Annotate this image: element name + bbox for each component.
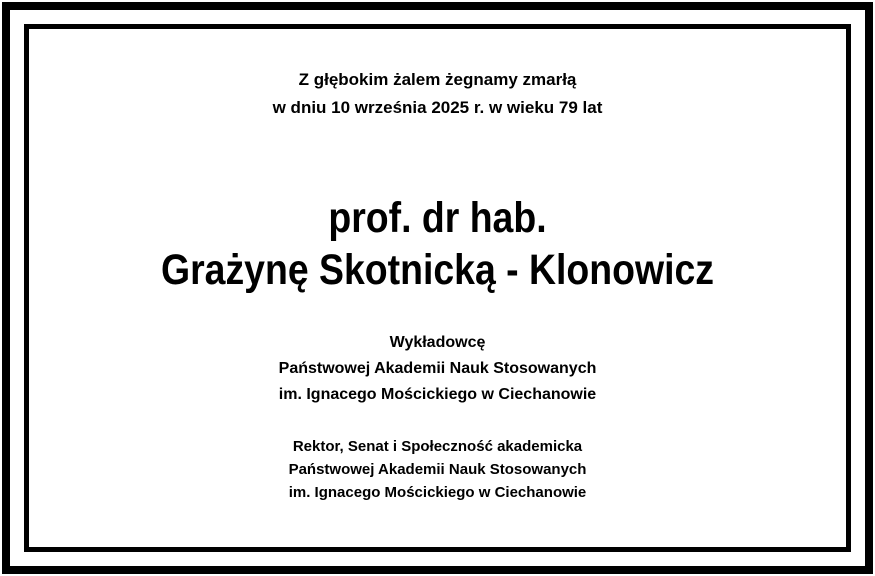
signature-line-3: im. Ignacego Mościckiego w Ciechanowie <box>288 484 587 501</box>
intro-line-2: w dniu 10 września 2025 r. w wieku 79 lat <box>272 98 603 117</box>
deceased-role-text <box>0 330 875 408</box>
signature-line-2: Państwowej Akademii Nauk Stosowanych <box>288 461 587 478</box>
deceased-heading <box>57 192 818 296</box>
intro-text <box>0 66 875 122</box>
intro-line-1: Z głębokim żalem żegnamy zmarłą <box>298 70 577 89</box>
role-line-1: Wykładowcę <box>389 334 486 351</box>
deceased-title: prof. dr hab. <box>328 194 547 242</box>
signature-text <box>0 435 875 504</box>
role-line-3: im. Ignacego Mościckiego w Ciechanowie <box>278 386 597 403</box>
role-line-2: Państwowej Akademii Nauk Stosowanych <box>278 360 597 377</box>
deceased-name: Grażynę Skotnicką - Klonowicz <box>161 246 714 294</box>
signature-line-1: Rektor, Senat i Społeczność akademicka <box>292 438 583 455</box>
